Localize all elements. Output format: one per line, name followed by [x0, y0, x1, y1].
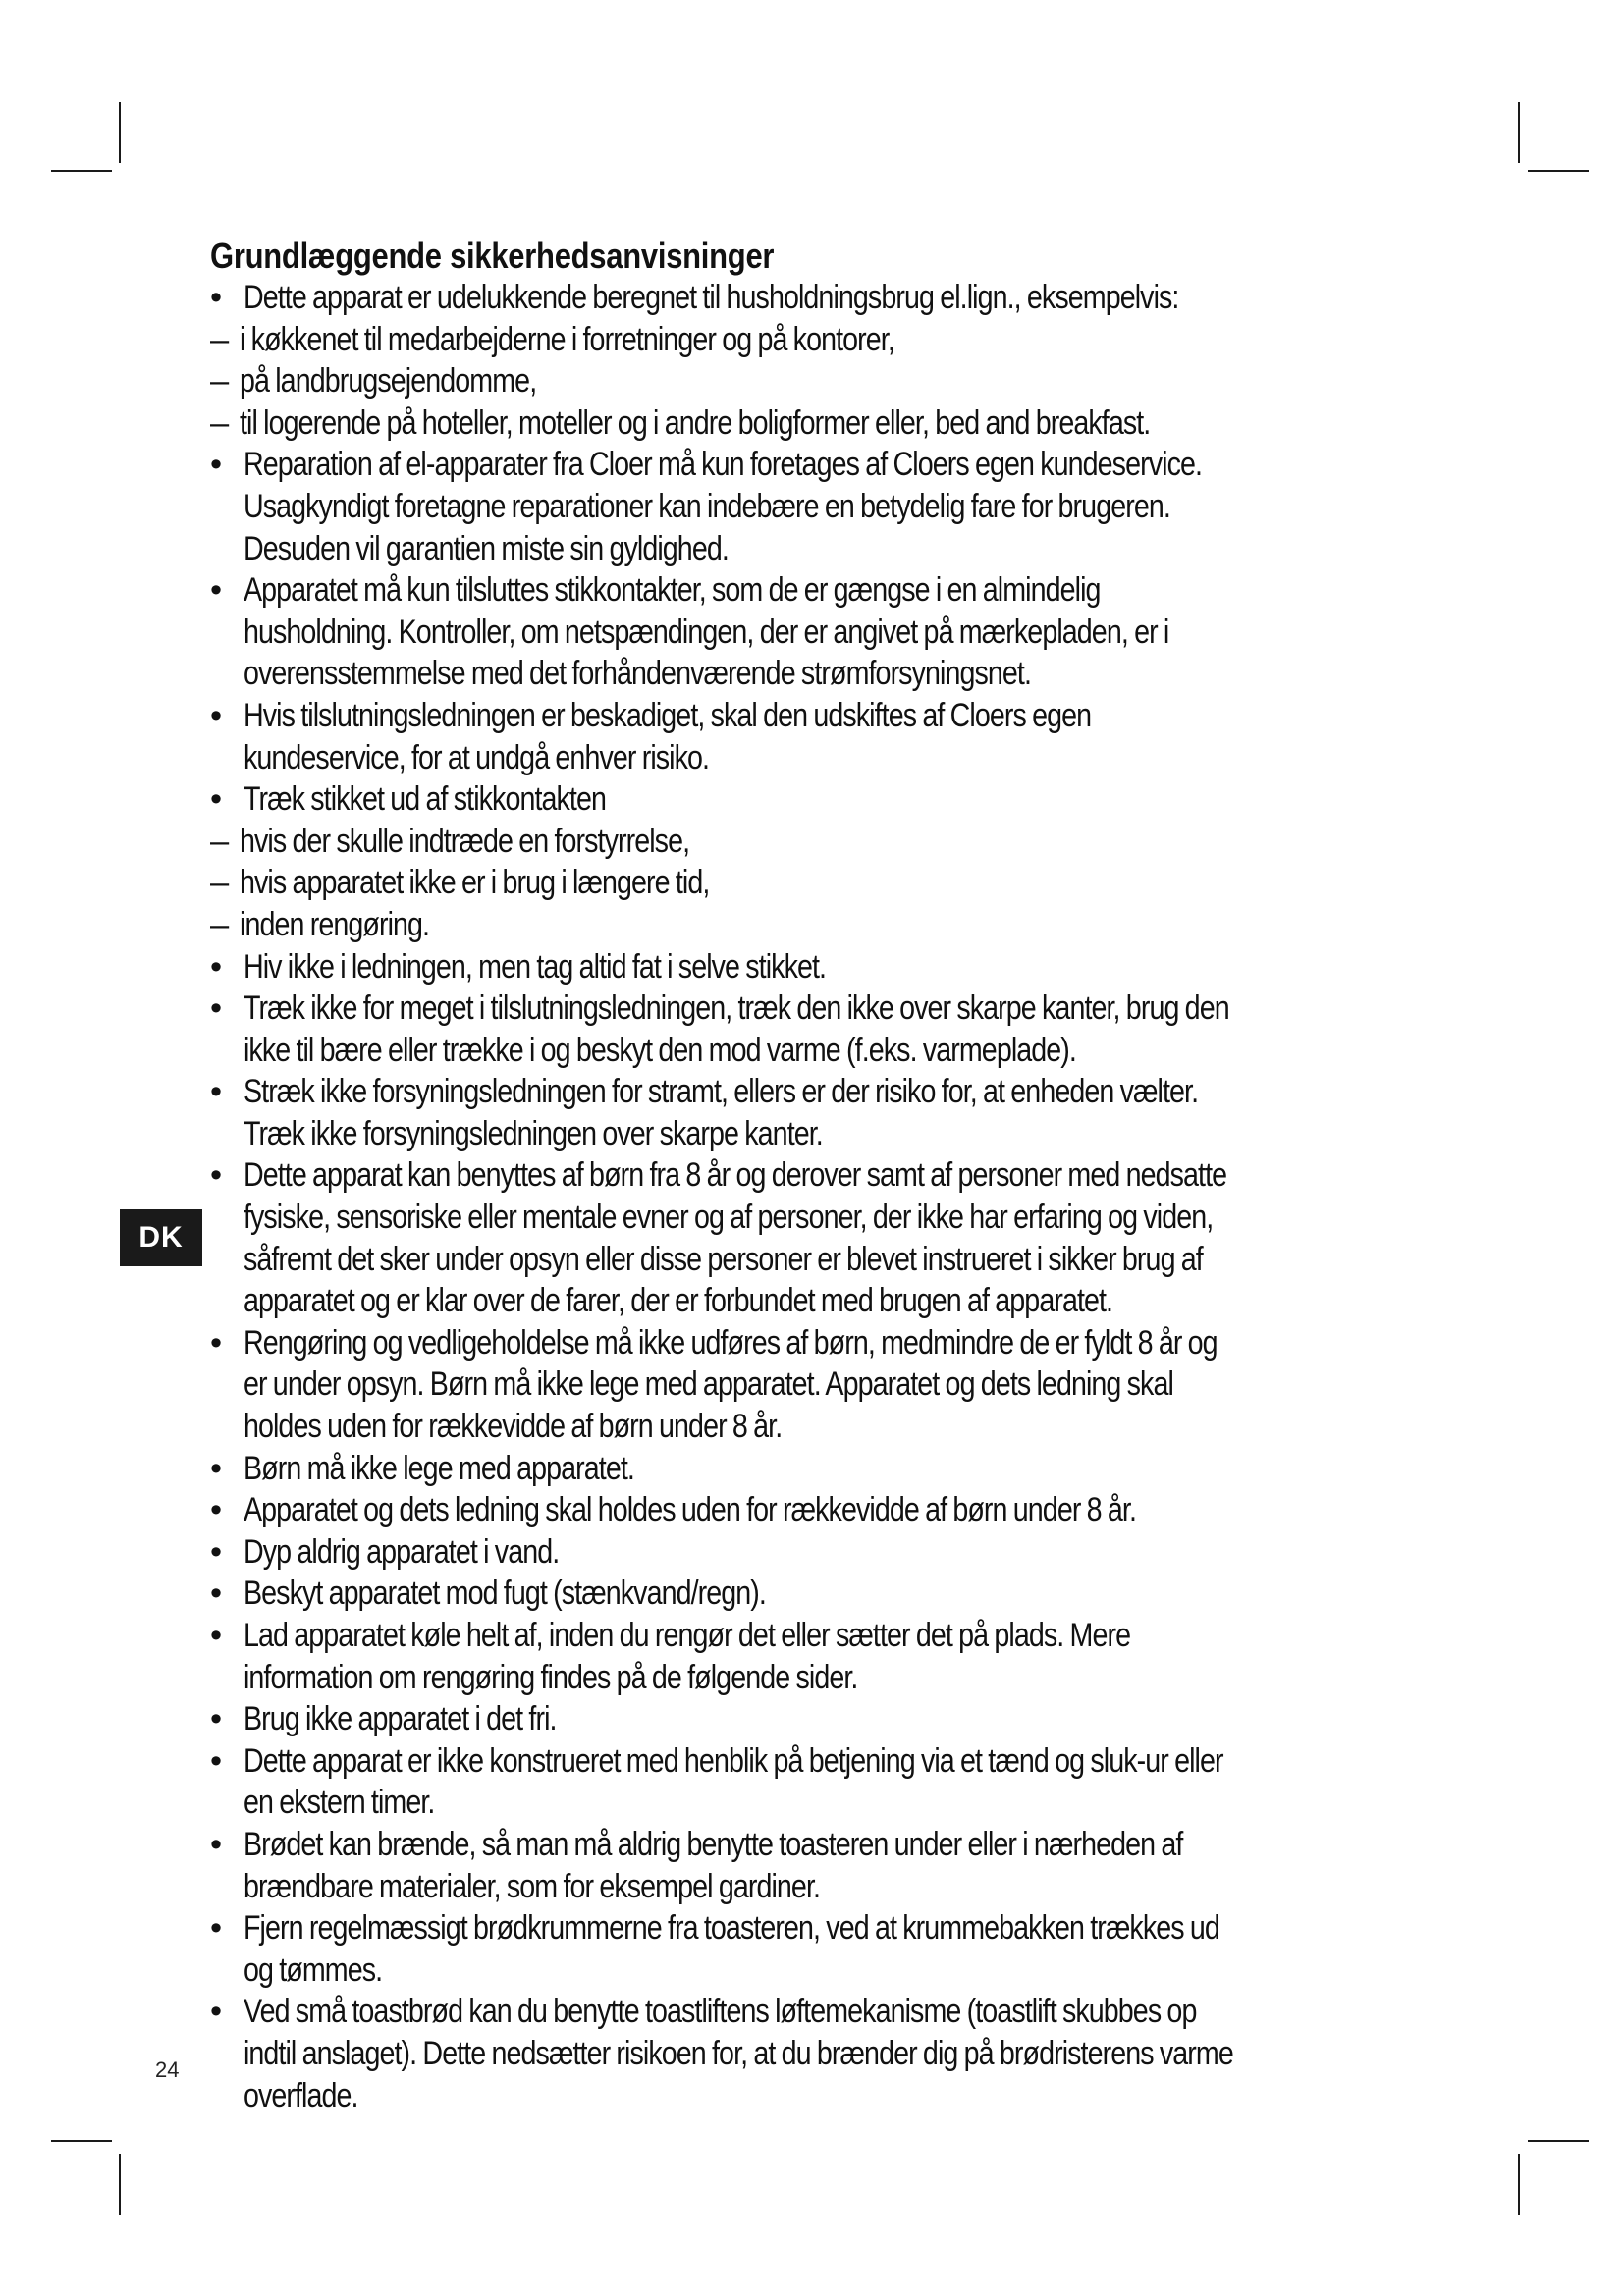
item-text: Stræk ikke forsyningsledningen for stramt, ellers er der risiko for, at enheden vælter. Træk ikke forsyningsledningen over skarpe kanter. [243, 1073, 1199, 1152]
bullet-item [210, 1489, 1447, 1531]
bullet-item [210, 1071, 1447, 1154]
bullet-item [210, 569, 1447, 695]
bullet-marker: • [210, 1575, 223, 1613]
item-text: Ved små toastbrød kan du benytte toastliftens løftemekanisme (toastlift skubbes op indtil anslaget). Dette nedsætter risikoen for, at du brænder dig på brødristerens varme overflade. [243, 1993, 1233, 2114]
bullet-marker: • [210, 1993, 223, 2031]
dash-marker: – [210, 362, 230, 400]
item-text: Dette apparat er ikke konstrueret med henblik på betjening via et tænd og sluk-ur eller en ekstern timer. [243, 1741, 1223, 1822]
sub-item [210, 402, 1447, 445]
item-text: Brug ikke apparatet i det fri. [243, 1700, 557, 1738]
bullet-item [210, 1907, 1447, 1991]
crop-mark-top-right-horizontal [1528, 170, 1589, 172]
bullet-item [210, 778, 1447, 821]
page-number: 24 [155, 2057, 180, 2082]
bullet-marker: • [210, 989, 223, 1028]
crop-mark-bottom-right-vertical [1518, 2154, 1520, 2215]
dash-marker: – [210, 403, 230, 442]
item-text: til logerende på hoteller, moteller og i andre boligformer eller, bed and breakfast. [240, 403, 1151, 442]
bullet-marker: • [210, 279, 223, 316]
item-text: Rengøring og vedligeholdelse må ikke udføres af børn, medmindre de er fyldt 8 år og er under opsyn. Børn må ikke lege med apparatet. Apparatet og dets ledning skal holdes uden for rækkevidde af børn under 8 år. [243, 1323, 1218, 1446]
bullet-item [210, 1573, 1447, 1615]
language-tab: DK [120, 1209, 202, 1266]
item-text: Dyp aldrig apparatet i vand. [243, 1532, 560, 1571]
crop-mark-bottom-right-horizontal [1528, 2140, 1589, 2142]
item-text: Dette apparat kan benyttes af børn fra 8 år og derover samt af personer med nedsatte fysiske, sensoriske eller mentale evner og af personer, der ikke har erfaring og viden, såfremt det sker under opsyn eller disse personer er blevet instrueret i sikker brug af apparatet og er klar over de farer, der er forbundet med brugen af apparatet. [243, 1156, 1227, 1320]
bullet-item [210, 1615, 1447, 1698]
safety-instructions-section [210, 236, 1447, 2116]
bullet-item [210, 1154, 1447, 1321]
bullet-item [210, 1698, 1447, 1740]
item-text: Fjern regelmæssigt brødkrummerne fra toasteren, ved at krummebakken trækkes ud og tømmes. [243, 1909, 1219, 1989]
item-text: på landbrugsejendomme, [240, 362, 537, 400]
bullet-marker: • [210, 1073, 223, 1111]
bullet-marker: • [210, 1323, 223, 1362]
bullet-item [210, 1991, 1447, 2116]
dash-marker: – [210, 320, 230, 358]
bullet-item [210, 1740, 1447, 1824]
item-text: Lad apparatet køle helt af, inden du rengør det eller sætter det på plads. Mere information om rengøring findes på de følgende sider. [243, 1617, 1131, 1696]
sub-item [210, 904, 1447, 946]
sub-item [210, 360, 1447, 402]
crop-mark-top-left-horizontal [51, 170, 112, 172]
item-text: Reparation af el-apparater fra Cloer må kun foretages af Cloers egen kundeservice. Usagkyndigt foretagne reparationer kan indebære en betydelig fare for brugeren. Desuden vil garantien miste sin gyldighed. [243, 446, 1203, 567]
crop-mark-top-right-vertical [1518, 102, 1520, 163]
item-text: Træk stikket ud af stikkontakten [243, 780, 607, 819]
sub-item [210, 821, 1447, 863]
bullet-marker: • [210, 947, 223, 986]
sub-item [210, 862, 1447, 904]
bullet-marker: • [210, 1741, 223, 1780]
bullet-item [210, 1824, 1447, 1907]
bullet-marker: • [210, 1449, 223, 1487]
item-text: Apparatet og dets ledning skal holdes uden for rækkevidde af børn under 8 år. [243, 1491, 1136, 1529]
bullet-marker: • [210, 1532, 223, 1571]
item-text: i køkkenet til medarbejderne i forretninger og på kontorer, [240, 320, 894, 358]
item-text: Hiv ikke i ledningen, men tag altid fat i selve stikket. [243, 947, 827, 986]
bullet-item [210, 988, 1447, 1071]
item-text: Træk ikke for meget i tilslutningsledningen, træk den ikke over skarpe kanter, brug den ikke til bære eller trække i og beskyt den mod varme (f.eks. varmeplade). [243, 989, 1229, 1069]
bullet-marker: • [210, 1909, 223, 1948]
bullet-item [210, 1322, 1447, 1448]
section-heading: Grundlæggende sikkerhedsanvisninger [210, 236, 775, 276]
bullet-item [210, 1531, 1447, 1574]
bullet-item [210, 946, 1447, 988]
bullet-marker: • [210, 1617, 223, 1654]
sub-item [210, 319, 1447, 361]
bullet-marker: • [210, 1700, 223, 1738]
bullet-item [210, 695, 1447, 778]
item-text: Børn må ikke lege med apparatet. [243, 1449, 634, 1487]
bullet-marker: • [210, 1491, 223, 1529]
dash-marker: – [210, 905, 230, 943]
crop-mark-top-left-vertical [119, 102, 121, 163]
item-text: hvis apparatet ikke er i brug i længere tid, [240, 864, 710, 902]
item-text: Hvis tilslutningsledningen er beskadiget, skal den udskiftes af Cloers egen kundeservice, for at undgå enhver risiko. [243, 696, 1092, 776]
item-text: Brødet kan brænde, så man må aldrig benytte toasteren under eller i nærheden af brændbare materialer, som for eksempel gardiner. [243, 1825, 1183, 1905]
bullet-marker: • [210, 571, 223, 610]
bullet-marker: • [210, 696, 223, 734]
bullet-marker: • [210, 446, 223, 484]
item-text: Dette apparat er udelukkende beregnet til husholdningsbrug el.lign., eksempelvis: [243, 279, 1179, 316]
item-text: hvis der skulle indtræde en forstyrrelse, [240, 822, 690, 860]
bullet-item [210, 277, 1447, 319]
safety-instructions-list [210, 277, 1447, 2116]
bullet-marker: • [210, 780, 223, 819]
bullet-marker: • [210, 1156, 223, 1195]
bullet-item [210, 444, 1447, 569]
dash-marker: – [210, 822, 230, 860]
crop-mark-bottom-left-vertical [119, 2154, 121, 2215]
bullet-marker: • [210, 1825, 223, 1863]
crop-mark-bottom-left-horizontal [51, 2140, 112, 2142]
item-text: Apparatet må kun tilsluttes stikkontakter, som de er gængse i en almindelig husholdning. Kontroller, om netspændingen, der er angivet på mærkepladen, er i overensstemmelse med det forhåndenværende strømforsyningsnet. [243, 571, 1169, 693]
bullet-item [210, 1448, 1447, 1490]
dash-marker: – [210, 864, 230, 902]
item-text: Beskyt apparatet mod fugt (stænkvand/regn). [243, 1575, 766, 1613]
item-text: inden rengøring. [240, 905, 430, 943]
